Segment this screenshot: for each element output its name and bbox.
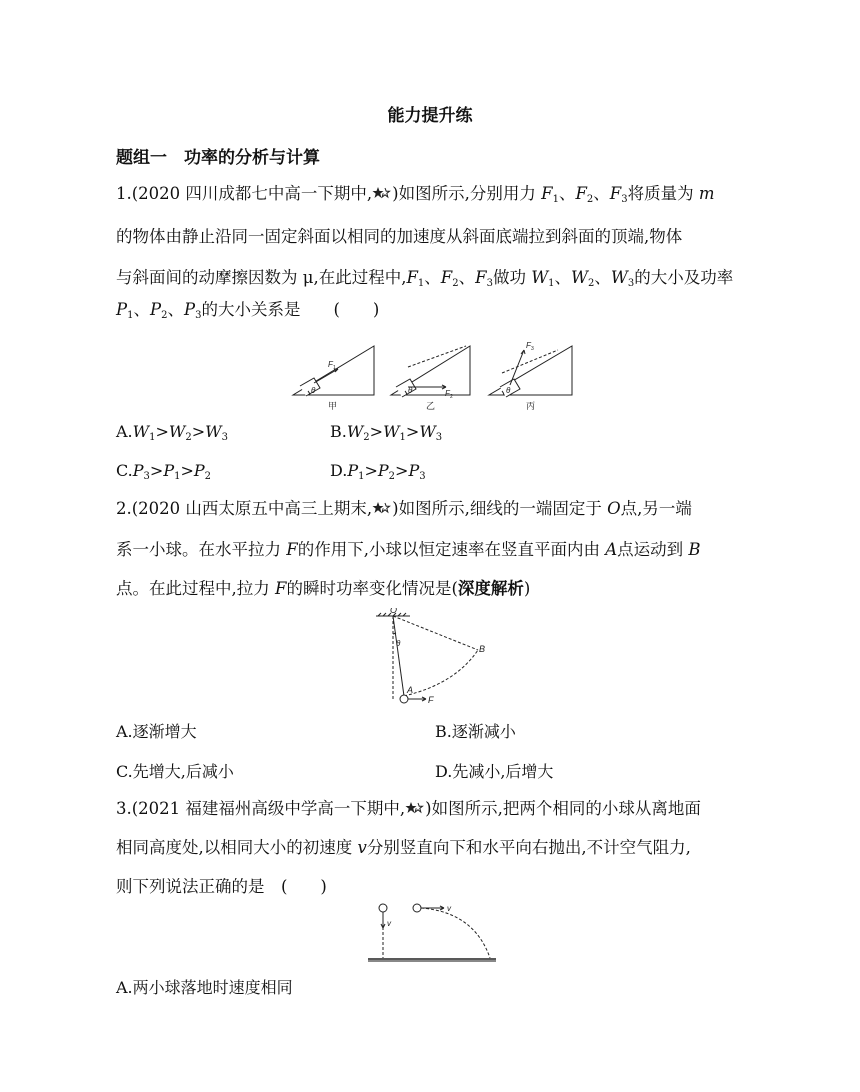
option-label: B. xyxy=(330,422,347,441)
q1-text-b: 将质量为 xyxy=(627,184,699,203)
q2-source: 2.(2020 山西太原五中高三上期末, xyxy=(116,499,373,518)
q2-text-a: )如图所示,细线的一端固定于 xyxy=(392,499,608,518)
q1-text-e: 的大小及功率 xyxy=(634,268,734,287)
difficulty-star-icon xyxy=(372,501,392,515)
angle-theta: θ xyxy=(396,639,401,648)
q3-source: 3.(2021 福建福州高级中学高一下期中, xyxy=(116,799,406,818)
page-title: 能力提升练 xyxy=(387,106,473,126)
q2-pendulum-figure xyxy=(370,608,500,708)
svg-text:3: 3 xyxy=(531,346,534,352)
q2-text-b: 点,另一端 xyxy=(620,499,692,518)
svg-text:1: 1 xyxy=(333,365,336,371)
q1-source: 1.(2020 四川成都七中高一下期中, xyxy=(116,184,373,203)
q2-line1: 2.(2020 山西太原五中高三上期末, )如图所示,细线的一端固定于 O点,另一端 xyxy=(116,499,692,518)
q3-text-b: 相同高度处,以相同大小的初速度 xyxy=(116,838,358,857)
q2-option-c[interactable]: C.先增大,后减小 xyxy=(116,762,234,781)
q3-text-c: 分别竖直向下和水平向右抛出,不计空气阻力, xyxy=(366,838,691,857)
q3-line1 xyxy=(116,798,701,820)
q1-option-b[interactable]: $B.W_2>W_1>W_3$ xyxy=(330,422,443,443)
q2-line2: 系一小球。在水平拉力 F的作用下,小球以恒定速率在竖直平面内由 A点运动到 B xyxy=(116,540,701,559)
q1-option-d[interactable]: $D.P_1>P_2>P_3$ xyxy=(330,461,426,482)
q2-text-g: 的瞬时功率变化情况是( xyxy=(286,579,458,598)
q2-option-b[interactable]: B.逐渐减小 xyxy=(435,722,516,741)
figure-label-bing: 丙 xyxy=(526,401,536,411)
q1-text-f: 的大小关系是 ( ) xyxy=(201,300,380,319)
q2-text-h: ) xyxy=(523,579,531,598)
deep-analysis-tag: 深度解析 xyxy=(457,579,524,598)
force-label-f1: F xyxy=(328,360,333,369)
q1-incline-figures xyxy=(290,340,580,412)
force-label-f: F xyxy=(428,695,434,705)
force-label-f2: F xyxy=(445,389,450,398)
q1-text-c: 与斜面间的动摩擦因数为 μ,在此过程中, xyxy=(116,268,407,287)
q2-option-a[interactable]: A.逐渐增大 xyxy=(116,722,197,741)
q1-line2: 的物体由静止沿同一固定斜面以相同的加速度从斜面底端拉到斜面的顶端,物体 xyxy=(116,227,683,246)
q1-line3: 与斜面间的动摩擦因数为 μ,在此过程中$,F_1$、$F_2$、$F_3$做功 $W_1$、$W_2$、$W_3$的大小及功率 xyxy=(116,268,734,289)
q3-option-a[interactable]: A.两小球落地时速度相同 xyxy=(116,978,293,997)
force-label-f3: F xyxy=(526,341,531,350)
option-label: D. xyxy=(330,461,348,480)
figure-label-jia: 甲 xyxy=(328,401,338,411)
q3-line2: 相同高度处,以相同大小的初速度 v分别竖直向下和水平向右抛出,不计空气阻力, xyxy=(116,838,691,857)
q3-projectile-figure xyxy=(364,900,500,968)
q2-option-d[interactable]: D.先减小,后增大 xyxy=(435,762,554,781)
q1-text-d: 做功 xyxy=(492,268,532,287)
velocity-label-right: v xyxy=(447,904,451,913)
point-label-b: B xyxy=(479,644,486,654)
difficulty-star-icon xyxy=(372,186,392,200)
figure-label-yi: 乙 xyxy=(426,401,436,411)
angle-theta: θ xyxy=(311,386,316,395)
velocity-label-down: v xyxy=(387,919,391,928)
point-label-a: A xyxy=(407,685,414,695)
option-label: A. xyxy=(116,422,133,441)
q3-text-a: )如图所示,把两个相同的小球从离地面 xyxy=(425,799,701,818)
angle-theta: θ xyxy=(506,386,511,395)
difficulty-star-icon xyxy=(405,801,425,815)
option-label: C. xyxy=(116,461,133,480)
q2-text-d: 的作用下,小球以恒定速率在竖直平面内由 xyxy=(297,540,606,559)
q1-text-a: )如图所示,分别用力 xyxy=(392,184,542,203)
svg-text:2: 2 xyxy=(450,394,453,400)
angle-theta: θ xyxy=(408,386,413,395)
q1-line1: 1.(2020 四川成都七中高一下期中, )如图所示,分别用力 $F_1$、$F_2$、$F_3$将质量为 m xyxy=(116,184,715,205)
q1-line4: $P_1$、$P_2$、$P_3$的大小关系是 ( ) xyxy=(116,300,380,321)
point-label-o: O xyxy=(390,608,398,615)
q2-line3: 点。在此过程中,拉力 F的瞬时功率变化情况是(深度解析) xyxy=(116,579,531,598)
section-heading: 题组一 功率的分析与计算 xyxy=(116,148,320,168)
q1-option-c[interactable]: $C.P_3>P_1>P_2$ xyxy=(116,461,211,482)
q1-option-a[interactable]: $A.W_1>W_2>W_3$ xyxy=(116,422,228,443)
q3-line3: 则下列说法正确的是 ( ) xyxy=(116,877,327,896)
q2-text-c: 系一小球。在水平拉力 xyxy=(116,540,287,559)
q2-text-e: 点运动到 xyxy=(617,540,689,559)
q2-text-f: 点。在此过程中,拉力 xyxy=(116,579,275,598)
